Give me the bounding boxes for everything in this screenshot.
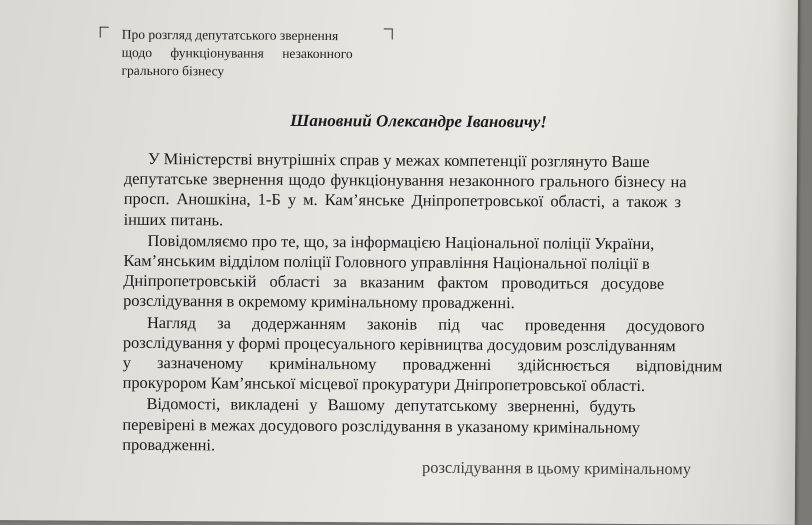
greeting: Шановний Олександре Івановичу! [290,110,547,132]
text-line: прокурором Кам’янської місцевої прокуратури Дніпропетровської області. [122,373,646,396]
subject-bracket-left [100,27,109,38]
text-line: розслідування в окремому кримінальному провадженні. [123,291,515,313]
text-line: депутатське звернення щодо функціонування незаконного грального бізнесу на [123,169,687,192]
text-line: Кам’янським відділом поліції Головного управління Національної поліції в [123,250,650,274]
text-line: розслідування у формі процесуального керівництва досудовим розслідуванням [122,332,676,356]
text-line: Нагляд за додержанням законів під час проведення досудового [146,312,705,335]
text-line: інших питань. [123,209,224,230]
text-line: Дніпропетровській області за вказаним фактом проводиться досудове [123,271,665,294]
letter-body [122,149,764,480]
paragraph [124,149,764,234]
text-line: провадженні. [122,434,216,455]
cut-off-line: розслідування в цьому кримінальному [422,457,692,479]
text-line: У Міністерстві внутрішніх справ у межах компетенції розглянуто Ваше [147,148,650,172]
paragraph [123,312,763,397]
subject-line: щодо функціонування незаконного [121,44,353,62]
subject-line: Про розгляд депутатського звернення [121,26,339,44]
text-line: просп. Аношкіна, 1-Б у м. Кам’янське Дніпропетровської області, а також з [123,189,682,212]
text-line: у зазначеному кримінальному провадженні здійснюється відповідним [122,352,723,376]
paragraph [123,231,763,316]
text-line: Відомості, викладені у Вашому депутатському зверненні, будуть [146,394,636,417]
subject-line: грального бізнесу [121,62,225,79]
paragraph [122,394,762,459]
subject-block [121,26,421,82]
page-edge-shadow [771,0,798,525]
text-line: перевірені в межах досудового розслідування в указаному кримінальному [122,414,641,437]
text-line: Повідомляємо про те, що, за інформацією Національної поліції України, [147,230,655,253]
